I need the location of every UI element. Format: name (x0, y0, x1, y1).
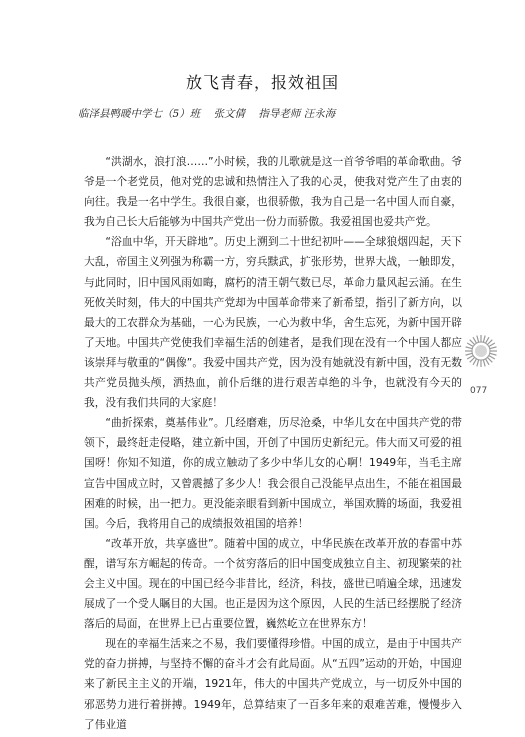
page-number: 077 (470, 386, 488, 396)
paragraph-3: “曲折探索，奠基伟业”。几经磨难，历尽沧桑，中华儿女在中国共产党的带领下，最终赶走侵略，建立新中国，开创了中国历史新纪元。伟大而又可爱的祖国呀！你知不知道，你的成立触动了多少中华儿女的心啊！1949年，当毛主席宣告中国成立时，又曾震撼了多少人！我会很自己没能早点出生，不能在祖国最困难的时候，出一把力。更没能亲眼看到新中国成立，举国欢腾的场面，我爱祖国。今后，我将用自己的成绩报效祖国的培养！ (84, 416, 462, 530)
paragraph-2: “浴血中华，开天辟地”。历史上溯到二十世纪初叶——全球狼烟四起，天下大乱，帝国主义列强为称霸一方，穷兵黩武，扩张形势，世界大战，一触即发，与此同时，旧中国风雨如晦，腐朽的清王朝气数已尽，革命力量风起云涌。在生死攸关时刻，伟大的中国共产党却为中国革命带来了新希望，指引了新方向，以最大的工农群众为基础，一心为民族，一心为救中华，舍生忘死，为新中国开辟了天地。中国共产党使我们幸福生活的创建者，是我们现在没有一个中国人都应该崇拜与敬重的“偶像”。我爱中国共产党，因为没有她就没有新中国，没有无数共产党员抛头颅，洒热血，前仆后继的进行艰苦卓绝的斗争，也就没有今天的我，没有我们共同的大家庭！ (84, 235, 462, 410)
sunburst-ornament-icon (464, 334, 498, 368)
paragraph-4: “改革开放，共享盛世”。随着中国的成立，中华民族在改革开放的春雷中苏醒，谱写东方崛起的传奇。一个贫穷落后的旧中国变成独立自主、初现繁荣的社会主义中国。现在的中国已经今非昔比，经济，科技，盛世已哨遍全球，迅速发展成了一个受人瞩目的大国。也正是因为这个原因，人民的生活已经摆脱了经济落后的局面，在世界上已占重要位置，巍然屹立在世界东方！ (84, 536, 462, 631)
paragraph-5: 现在的幸福生活来之不易，我们要懂得珍惜。中国的成立，是由于中国共产党的奋力拼搏，与坚持不懈的奋斗才会有此局面。从“五四”运动的开始，中国迎来了新民主主义的开端，1921年，伟大的中国共产党成立，与一切反外中国的邪恶势力进行着拼搏。1949年，总算结束了一百多年来的艰难苦难，慢慢步入了伟业道 (84, 637, 462, 731)
byline-school-class: 临泽县鸭暖中学七（5）班 (78, 108, 201, 120)
article-title: 放飞青春，报效祖国 (185, 73, 339, 92)
article-body (84, 152, 462, 735)
byline-advisor: 指导老师 汪永海 (258, 108, 336, 120)
byline (78, 106, 345, 121)
paragraph-1: “洪湖水，浪打浪……”小时候，我的儿歌就是这一首爷爷唱的革命歌曲。爷爷是一个老党员，他对党的忠诚和热情注入了我的心灵，使我对党产生了由衷的向往。我是一名中学生。我很自豪，也很骄傲，我为自己是一名中国人而自豪，我为自己长大后能够为中国共产党出一份力而骄傲。我爱祖国也爱共产党。 (84, 155, 462, 229)
byline-author: 张文倩 (213, 108, 246, 120)
